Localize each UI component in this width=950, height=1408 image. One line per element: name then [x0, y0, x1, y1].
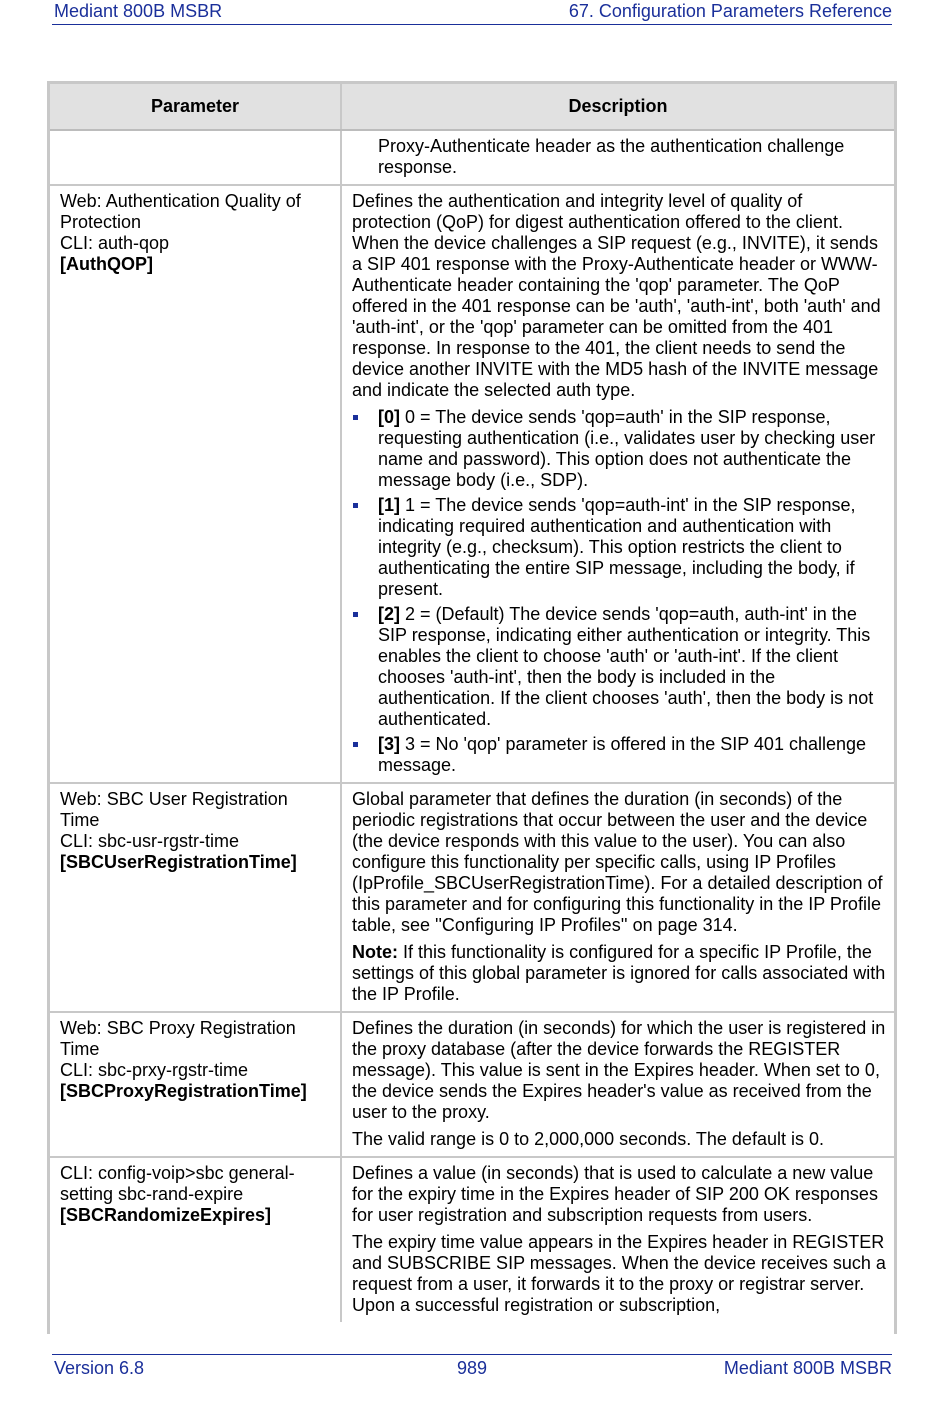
parameter-cell — [50, 1158, 342, 1322]
table-row — [50, 1158, 894, 1322]
parameter-ini-name: [AuthQOP] — [60, 254, 153, 274]
parameter-ini-name: [SBCRandomizeExpires] — [60, 1205, 272, 1225]
header-product-name: Mediant 800B MSBR — [54, 1, 223, 21]
parameter-ini-name: [SBCProxyRegistrationTime] — [60, 1081, 307, 1101]
footer-product-name: Mediant 800B MSBR — [723, 1358, 892, 1378]
option-key: [2] — [378, 604, 400, 624]
bullet-icon — [353, 742, 358, 747]
table-row — [50, 1013, 894, 1158]
parameter-cell — [50, 131, 342, 184]
parameters-table — [47, 81, 897, 1334]
parameter-cell — [50, 784, 342, 1011]
description-text: Defines the duration (in seconds) for which the user is registered in the proxy database (after the device forwards the REGISTER message). This value is sent in the Expires header. When set to 0, the device sends the Expires header's value as received from the user to the proxy. — [352, 1018, 886, 1122]
description-cell — [342, 131, 894, 184]
option-text: 2 = (Default) The device sends 'qop=auth, auth-int' in the SIP response, indicating either authentication or integrity. This enables the client to choose 'auth' or 'auth-int'. If the client chooses 'auth-int', then the body is included in the authentication. If the client chooses 'auth', then the body is not authenticated. — [378, 604, 874, 729]
bullet-icon — [353, 612, 358, 617]
header-chapter-title: 67. Configuration Parameters Reference — [568, 1, 892, 21]
option-key: [3] — [378, 734, 400, 754]
description-continuation: Proxy-Authenticate header as the authentication challenge response. — [378, 136, 845, 177]
page-header — [52, 0, 892, 25]
table-row — [50, 131, 894, 186]
note — [352, 942, 886, 1005]
parameter-cell — [50, 186, 342, 782]
description-cell — [342, 784, 894, 1011]
parameter-web-name: Web: Authentication Quality of Protection — [60, 191, 301, 232]
column-header-description: Description — [568, 96, 668, 116]
option-text: 3 = No 'qop' parameter is offered in the SIP 401 challenge message. — [378, 734, 867, 775]
option-text: 0 = The device sends 'qop=auth' in the SIP response, requesting authentication (i.e., validates user by checking user name and password). This option does not authenticate the message body (i.e., SDP). — [378, 407, 876, 490]
parameter-ini-name: [SBCUserRegistrationTime] — [60, 852, 297, 872]
option-text: 1 = The device sends 'qop=auth-int' in the SIP response, indicating required authentication and authentication with integrity (e.g., checksum). This option restricts the client to authenticating the entire SIP message, including the body, if present. — [378, 495, 856, 599]
parameter-cli-name: CLI: sbc-usr-rgstr-time — [60, 831, 240, 851]
footer-page-number: 989 — [456, 1358, 488, 1378]
description-cell — [342, 1158, 894, 1322]
description-text: Global parameter that defines the duration (in seconds) of the periodic registrations that occur between the user and the device (the device responds with this value to the user). You can also configure this functionality per specific calls, using IP Profiles (IpProfile_SBCUserRegistrationTime). For a detailed description of this parameter and for configuring this functionality in the IP Profile table, see ''Configuring IP Profiles'' on page 314. — [352, 789, 883, 935]
parameter-web-name: Web: SBC Proxy Registration Time — [60, 1018, 296, 1059]
description-range: The valid range is 0 to 2,000,000 seconds. The default is 0. — [352, 1129, 824, 1149]
parameter-cli-name: CLI: auth-qop — [60, 233, 170, 253]
parameter-cli-name: CLI: sbc-prxy-rgstr-time — [60, 1060, 249, 1080]
note-text: If this functionality is configured for a specific IP Profile, the settings of this global parameter is ignored for calls associated with the IP Profile. — [352, 942, 886, 1004]
description-text: Defines a value (in seconds) that is used to calculate a new value for the expiry time in the Expires header of SIP 200 OK responses for user registration and subscription requests from users. — [352, 1163, 878, 1225]
note-label: Note: — [352, 942, 398, 962]
option-key: [0] — [378, 407, 400, 427]
table-row — [50, 784, 894, 1013]
page-footer — [52, 1354, 892, 1383]
description-text: Defines the authentication and integrity level of quality of protection (QoP) for digest authentication offered to the client. When the device challenges a SIP request (e.g., INVITE), it sends a SIP 401 response with the Proxy-Authenticate header or WWW-Authenticate header containing the 'qop' parameter. The QoP offered in the 401 response can be 'auth', 'auth-int', both 'auth' and 'auth-int', or the 'qop' parameter can be omitted from the 401 response. In response to the 401, the client needs to send the device another INVITE with the MD5 hash of the INVITE message and indicate the selected auth type. — [352, 191, 881, 400]
list-item — [352, 407, 886, 491]
bullet-icon — [353, 415, 358, 420]
list-item — [352, 495, 886, 600]
parameter-cli-name: CLI: config-voip>sbc general-setting sbc-rand-expire — [60, 1163, 295, 1204]
parameter-web-name: Web: SBC User Registration Time — [60, 789, 288, 830]
description-detail: The expiry time value appears in the Expires header in REGISTER and SUBSCRIBE SIP messages. When the device receives such a request from a user, it forwards it to the proxy or registrar server. Upon a successful registration or subscription, — [352, 1232, 886, 1315]
option-key: [1] — [378, 495, 400, 515]
table-row — [50, 186, 894, 784]
bullet-icon — [353, 503, 358, 508]
table-header — [50, 84, 894, 131]
column-header-parameter: Parameter — [50, 84, 342, 129]
list-item — [352, 604, 886, 730]
parameter-cell — [50, 1013, 342, 1156]
footer-version: Version 6.8 — [54, 1358, 145, 1378]
list-item — [352, 734, 886, 776]
description-cell — [342, 1013, 894, 1156]
description-cell — [342, 186, 894, 782]
